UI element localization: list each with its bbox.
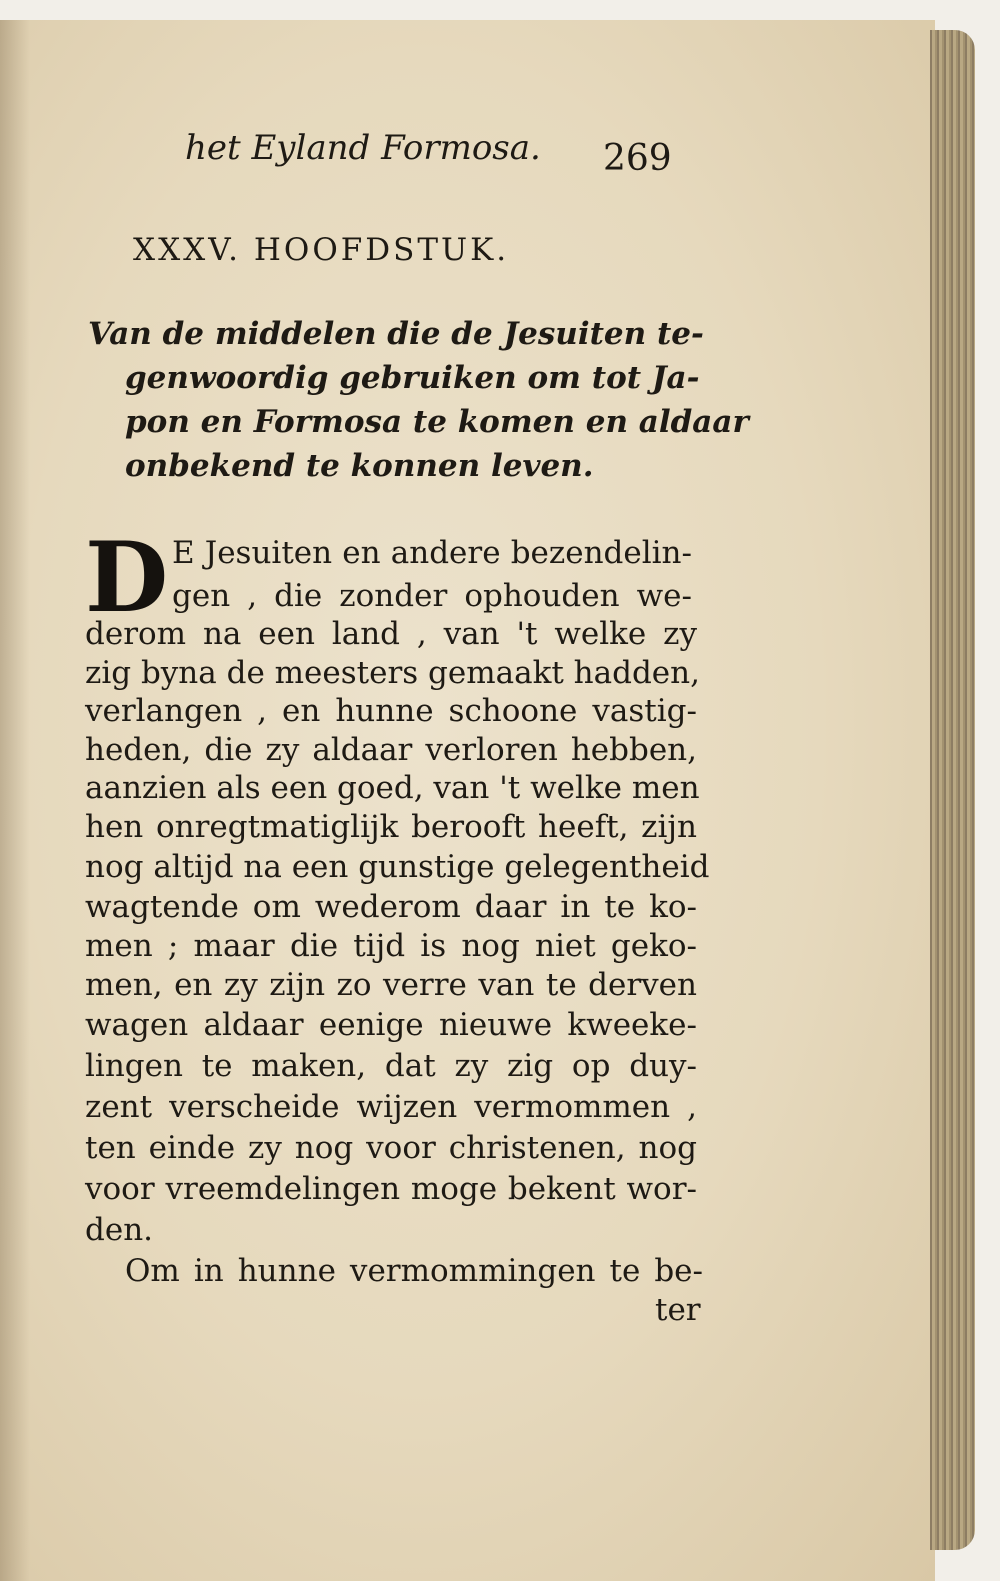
page-number: 269: [603, 138, 672, 179]
body-line: heden, die zy aldaar verloren hebben,: [85, 732, 697, 768]
chapter-title-line: onbekend te konnen leven.: [125, 448, 594, 484]
body-line: men, en zy zijn zo verre van te derven: [85, 967, 697, 1003]
body-line: men ; maar die tijd is nog niet geko-: [85, 928, 697, 964]
body-line: hen onregtmatiglijk berooft heeft, zijn: [85, 809, 697, 845]
body-line: nog altijd na een gunstige gelegentheid: [85, 849, 710, 885]
body-line: gen , die zonder ophouden we-: [172, 578, 692, 614]
body-line: den.: [85, 1212, 154, 1248]
catchword: ter: [655, 1292, 701, 1328]
body-line: lingen te maken, dat zy zig op duy-: [85, 1048, 697, 1084]
chapter-title-line: Van de middelen die de Jesuiten te-: [88, 316, 704, 352]
chapter-title-line: pon en Formosa te komen en aldaar: [125, 404, 749, 440]
body-line: aanzien als een goed, van 't welke men: [85, 770, 700, 806]
body-line: ten einde zy nog voor christenen, nog: [85, 1130, 697, 1166]
page-edges: [930, 30, 975, 1550]
body-line: verlangen , en hunne schoone vastig-: [85, 693, 697, 729]
drop-cap: D: [85, 521, 169, 634]
chapter-title-line: genwoordig gebruiken om tot Ja-: [125, 360, 700, 396]
body-line: Om in hunne vermommingen te be-: [125, 1253, 703, 1289]
body-line: E Jesuiten en andere bezendelin-: [172, 535, 692, 571]
spine-shadow: [0, 20, 30, 1581]
body-line: zig byna de meesters gemaakt hadden,: [85, 655, 700, 691]
body-line: derom na een land , van 't welke zy: [85, 616, 697, 652]
body-line: voor vreemdelingen moge bekent wor-: [85, 1171, 697, 1207]
chapter-heading: XXXV. HOOFDSTUK.: [133, 232, 510, 268]
body-line: zent verscheide wijzen vermommen ,: [85, 1089, 697, 1125]
body-line: wagen aldaar eenige nieuwe kweeke-: [85, 1007, 697, 1043]
body-line: wagtende om wederom daar in te ko-: [85, 889, 697, 925]
running-head: het Eyland Formosa.: [185, 128, 541, 168]
